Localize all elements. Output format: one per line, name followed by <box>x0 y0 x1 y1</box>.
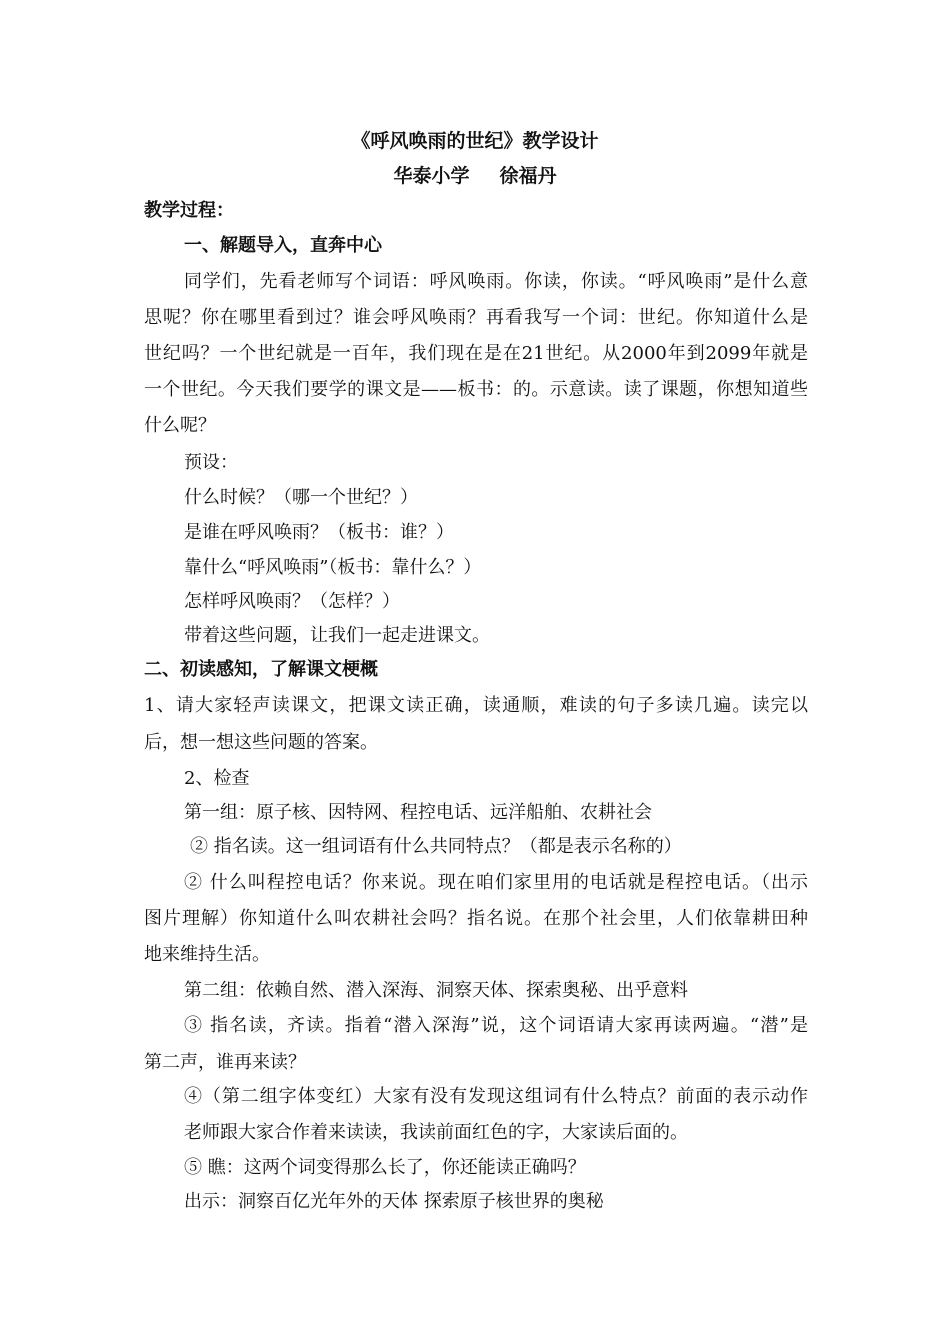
paragraph-line: ⑤ 瞧：这两个词变得那么长了，你还能读正确吗？ <box>184 1157 586 1178</box>
paragraph-line: ② 指名读。这一组词语有什么共同特点？（都是表示名称的） <box>190 836 682 857</box>
paragraph-line: 2、检查 <box>184 768 250 789</box>
section-heading: 一、解题导入，直奔中心 <box>184 235 382 256</box>
author-name: 徐福丹 <box>499 165 557 187</box>
paragraph-line: ④（第二组字体变红）大家有没有发现这组词有什么特点？前面的表示动作 <box>184 1086 808 1107</box>
paragraph-line: 第二声，谁再来读？ <box>144 1052 306 1073</box>
paragraph-line: 世纪吗？一个世纪就是一百年，我们现在是在21世纪。从2000年到2099年就是 <box>144 343 808 364</box>
paragraph-line: 靠什么“呼风唤雨”（板书：靠什么？） <box>184 557 482 578</box>
section-heading: 教学过程： <box>144 200 234 221</box>
paragraph-line: ③ 指名读，齐读。指着“潜入深海”说，这个词语请大家再读两遍。“潜”是 <box>184 1015 808 1036</box>
paragraph-line: 预设： <box>184 452 238 473</box>
paragraph-line: 老师跟大家合作着来读读，我读前面红色的字，大家读后面的。 <box>184 1122 688 1143</box>
paragraph-line: 图片理解）你知道什么叫农耕社会吗？指名说。在那个社会里，人们依靠耕田种 <box>144 908 808 929</box>
school-name: 华泰小学 <box>393 165 470 187</box>
document-byline <box>0 161 950 188</box>
paragraph-line: 怎样呼风唤雨？（怎样？） <box>184 591 400 612</box>
paragraph-line: 地来维持生活。 <box>144 944 270 965</box>
paragraph-line: 什么呢？ <box>144 415 216 436</box>
paragraph-line: 出示：洞察百亿光年外的天体 探索原子核世界的奥秘 <box>184 1191 604 1212</box>
paragraph-line: 1、请大家轻声读课文，把课文读正确，读通顺，难读的句子多读几遍。读完以 <box>144 695 808 716</box>
paragraph-line: 思呢？你在哪里看到过？谁会呼风唤雨？再看我写一个词：世纪。你知道什么是 <box>144 307 808 328</box>
paragraph-line: 一个世纪。今天我们要学的课文是——板书：的。示意读。读了课题，你想知道些 <box>144 379 808 400</box>
section-heading: 二、初读感知，了解课文梗概 <box>144 659 378 680</box>
paragraph-line: 后，想一想这些问题的答案。 <box>144 732 378 753</box>
paragraph-line: ② 什么叫程控电话？你来说。现在咱们家里用的电话就是程控电话。（出示 <box>184 872 808 893</box>
paragraph-line: 什么时候？（哪一个世纪？） <box>184 487 418 508</box>
paragraph-line: 带着这些问题，让我们一起走进课文。 <box>184 625 490 646</box>
paragraph-line: 第一组：原子核、因特网、程控电话、远洋船舶、农耕社会 <box>184 802 652 823</box>
paragraph-line: 同学们，先看老师写个词语：呼风唤雨。你读，你读。“呼风唤雨”是什么意 <box>184 271 808 292</box>
paragraph-line: 是谁在呼风唤雨？（板书：谁？） <box>184 522 454 543</box>
document-title: 《呼风唤雨的世纪》教学设计 <box>351 130 599 152</box>
paragraph-line: 第二组：依赖自然、潜入深海、洞察天体、探索奥秘、出乎意料 <box>184 980 688 1001</box>
